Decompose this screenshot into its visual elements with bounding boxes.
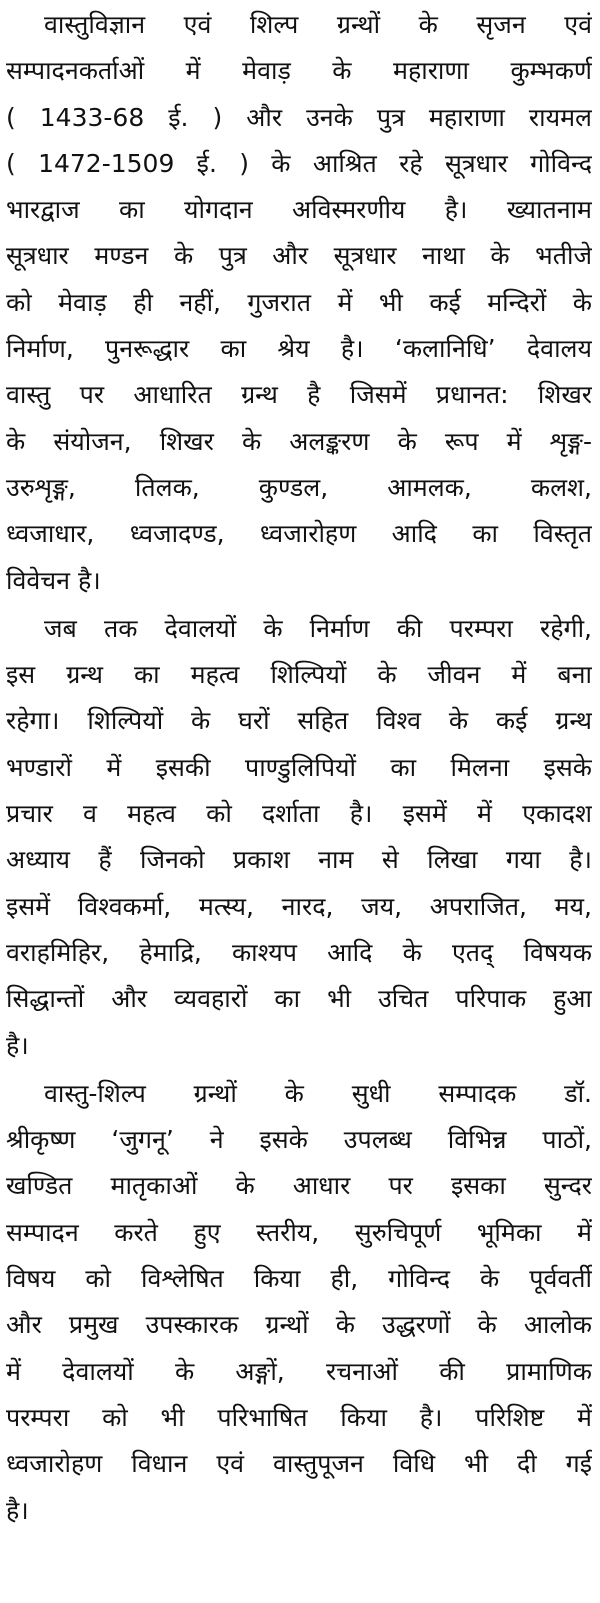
text-line: उरुशृङ्ग, तिलक, कुण्डल, आमलक, कलश, <box>6 472 592 502</box>
text-line: ध्वजारोहण विधान एवं वास्तुपूजन विधि भी दी गई <box>6 1449 592 1479</box>
text-line: विवेचन है। <box>6 565 101 595</box>
text-line: वास्तुविज्ञान एवं शिल्प ग्रन्थों के सृजन एवं <box>44 10 592 39</box>
text-line: इस ग्रन्थ का महत्व शिल्पियों के जीवन में बना <box>6 660 592 690</box>
text-line: सम्पादनकर्ताओं में मेवाड़ के महाराणा कुम्भकर्ण <box>6 56 592 86</box>
text-line: और प्रमुख उपस्कारक ग्रन्थों के उद्धरणों के आलोक <box>6 1310 592 1340</box>
text-line: है। <box>6 1495 29 1525</box>
paragraph <box>6 1071 592 1534</box>
text-line: है। <box>6 1030 29 1060</box>
text-line: अध्याय हैं जिनको प्रकाश नाम से लिखा गया है। <box>6 845 592 875</box>
text-line: वास्तु पर आधारित ग्रन्थ है जिसमें प्रधानत: शिखर <box>6 380 592 410</box>
text-line: वराहमिहिर, हेमाद्रि, काश्यप आदि के एतद् विषयक <box>6 937 592 967</box>
text-line: में देवालयों के अङ्गों, रचनाओं की प्रामाणिक <box>6 1356 592 1386</box>
text-line: निर्माण, पुनरूद्धार का श्रेय है। ‘कलानिधि’ देवालय <box>6 334 592 364</box>
text-line: खण्डित मातृकाओं के आधार पर इसका सुन्दर <box>6 1171 592 1201</box>
text-line: भण्डारों में इसकी पाण्डुलिपियों का मिलना इसके <box>6 752 592 782</box>
text-line: सूत्रधार मण्डन के पुत्र और सूत्रधार नाथा के भतीजे <box>6 241 592 271</box>
text-line: परम्परा को भी परिभाषित किया है। परिशिष्ट में <box>6 1402 592 1432</box>
text-line: श्रीकृष्ण ‘जुगनू’ ने इसके उपलब्ध विभिन्न पाठों, <box>6 1125 592 1155</box>
text-line: जब तक देवालयों के निर्माण की परम्परा रहेगी, <box>44 613 592 643</box>
text-line: ध्वजाधार, ध्वजादण्ड, ध्वजारोहण आदि का विस्तृत <box>6 519 592 549</box>
text-line: भारद्वाज का योगदान अविस्मरणीय है। ख्यातनाम <box>6 195 592 225</box>
text-line: प्रचार व महत्व को दर्शाता है। इसमें में एकादश <box>6 799 592 829</box>
text-line: सम्पादन करते हुए स्तरीय, सुरुचिपूर्ण भूमिका में <box>6 1217 592 1247</box>
text-line: वास्तु-शिल्प ग्रन्थों के सुधी सम्पादक डॉ. <box>44 1078 592 1108</box>
text-line: ( 1433-68 ई. ) और उनके पुत्र महाराणा रायमल <box>6 102 592 132</box>
text-line: सिद्धान्तों और व्यवहारों का भी उचित परिपाक हुआ <box>6 984 592 1014</box>
paragraph <box>6 606 592 1069</box>
text-line: के संयोजन, शिखर के अलङ्करण के रूप में शृङ्ग- <box>6 426 592 456</box>
text-line: इसमें विश्वकर्मा, मत्स्य, नारद, जय, अपराजित, मय, <box>6 891 592 921</box>
text-line: विषय को विश्लेषित किया ही, गोविन्द के पूर्ववर्ती <box>6 1264 592 1294</box>
text-line: को मेवाड़ ही नहीं, गुजरात में भी कई मन्दिरों के <box>6 287 592 317</box>
text-line: रहेगा। शिल्पियों के घरों सहित विश्व के कई ग्रन्थ <box>6 706 592 736</box>
paragraph <box>6 2 592 604</box>
text-line: ( 1472-1509 ई. ) के आश्रित रहे सूत्रधार गोविन्द <box>6 148 592 178</box>
